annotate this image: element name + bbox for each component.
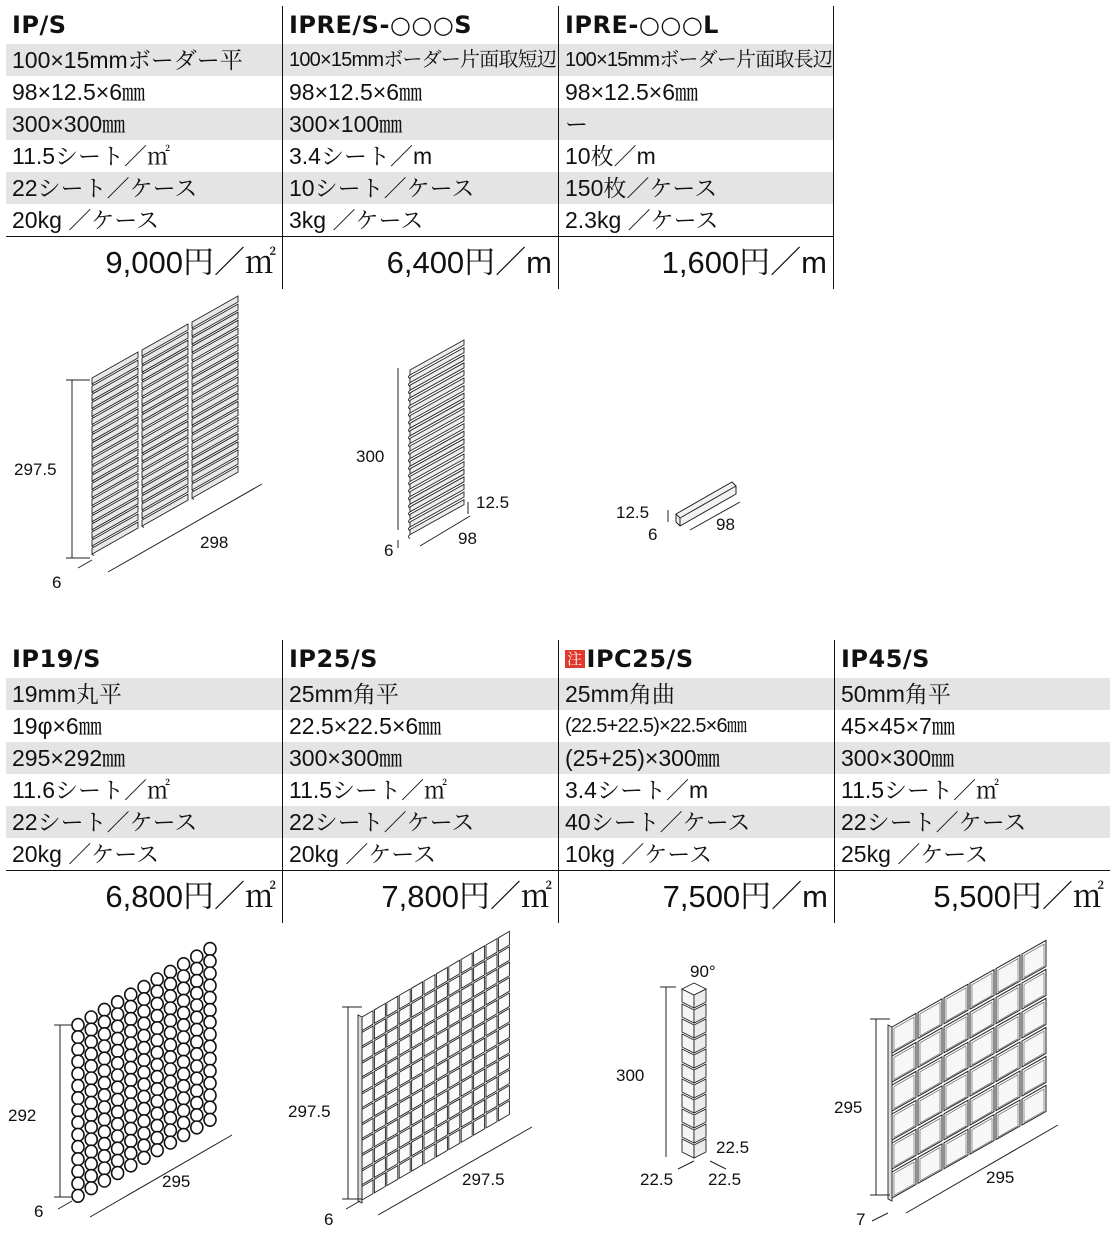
price: 1,600円／m [559,236,833,289]
dim-ip25-width: 297.5 [462,1170,505,1189]
dim-ipre-l-thickness: 6 [648,525,658,544]
top-drawings [0,290,1112,610]
dim-ip45-width: 295 [986,1168,1015,1187]
price: 7,500円／m [559,870,834,923]
spec-name: 25mm角平 [283,678,558,710]
spec-weight: 20kg ／ケース [12,207,160,233]
spec-sheet-size: (25+25)×300㎜ [559,742,834,774]
spec-per-case: 40シート／ケース [559,806,834,838]
dim-ipre-s-height: 300 [356,447,385,466]
dim-ip45-height: 295 [834,1098,863,1117]
spec-sheet-size: ー [559,108,833,140]
product-column-ip19-s [6,640,282,923]
product-column-ip25-s [282,640,558,923]
spec-sheet-size: 300×300㎜ [6,108,282,140]
spec-per-length: 10枚／m [565,143,656,169]
dim-ipc25-left: 22.5 [640,1170,674,1189]
spec-size: 22.5×22.5×6㎜ [289,713,442,739]
product-column-ipre-s [282,6,558,289]
ip45-sheet-drawing [870,940,1058,1221]
ip-s-sheet-drawing [66,296,262,572]
spec-per-case: 150枚／ケース [559,172,833,204]
product-code: IPRE-○○○L [565,11,719,39]
price: 7,800円／㎡ [283,870,558,923]
product-code: IPRE/S-○○○S [289,11,473,39]
spec-size: 98×12.5×6㎜ [289,79,423,105]
price: 5,500円／㎡ [835,870,1110,923]
dim-ip19-thickness: 6 [34,1202,44,1221]
spec-per-case: 22シート／ケース [283,806,558,838]
price: 6,800円／㎡ [6,870,282,923]
dim-ip-height: 297.5 [14,460,57,479]
spec-sheet-size: 295×292㎜ [6,742,282,774]
dim-ip19-height: 292 [8,1106,37,1125]
product-code: IP/S [12,11,67,39]
spec-per-case: 22シート／ケース [835,806,1110,838]
product-code: IP25/S [289,645,378,673]
dim-ip45-thickness: 7 [856,1210,866,1229]
product-column-ip-s [6,6,282,289]
spec-name: 100×15mmボーダー片面取短辺 [283,44,558,76]
spec-per-case: 10シート／ケース [283,172,558,204]
spec-weight: 20kg ／ケース [289,841,437,867]
spec-size: (22.5+22.5)×22.5×6㎜ [565,715,747,737]
product-column-ip45-s [834,640,1110,923]
dim-ip19-width: 295 [162,1172,191,1191]
product-code: IPC25/S [586,645,694,673]
product-code: IP45/S [841,645,930,673]
spec-name: 25mm角曲 [559,678,834,710]
spec-weight: 20kg ／ケース [12,841,160,867]
spec-size: 45×45×7㎜ [841,713,955,739]
spec-per-case: 22シート／ケース [6,172,282,204]
product-column-ipre-l [558,6,834,289]
ipre-s-sheet-drawing [398,340,470,548]
dim-ipre-l-height: 12.5 [616,503,650,522]
dim-ipre-s-width: 98 [458,529,477,548]
spec-per-area: 11.6シート／㎡ [12,777,171,803]
spec-per-area: 11.5シート／㎡ [289,777,448,803]
spec-weight: 25kg ／ケース [841,841,989,867]
spec-per-case: 22シート／ケース [6,806,282,838]
spec-weight: 3kg ／ケース [289,207,424,233]
spec-sheet-size: 300×300㎜ [283,742,558,774]
spec-sheet-size: 300×300㎜ [835,742,1110,774]
price: 6,400円／m [283,236,558,289]
dim-ip25-thickness: 6 [324,1210,334,1229]
price: 9,000円／㎡ [6,236,282,289]
note-badge: 注 [567,650,583,668]
dim-ipre-s-thickness: 6 [384,541,394,560]
spec-per-length: 3.4シート／m [565,777,709,803]
spec-name: 100×15mmボーダー片面取長辺 [559,44,833,76]
dim-ip25-height: 297.5 [288,1102,331,1121]
spec-size: 19φ×6㎜ [12,713,102,739]
dim-ipre-l-width: 98 [716,515,735,534]
dim-ipre-s-depth: 12.5 [476,493,510,512]
spec-name: 50mm角平 [835,678,1110,710]
ip19-sheet-drawing [54,943,232,1217]
dim-ipc25-depth: 22.5 [716,1138,750,1157]
dim-ip-width: 298 [200,533,229,552]
dim-ipc25-height: 300 [616,1066,645,1085]
dim-ipc25-angle: 90° [690,962,716,981]
bottom-drawings [0,925,1112,1239]
product-column-ipc25-s [558,640,834,923]
spec-name: 100×15mmボーダー平 [6,44,282,76]
spec-size: 98×12.5×6㎜ [565,79,699,105]
spec-weight: 2.3kg ／ケース [565,207,719,233]
spec-per-length: 3.4シート／m [289,143,433,169]
spec-name: 19mm丸平 [6,678,282,710]
spec-sheet-size: 300×100㎜ [283,108,558,140]
dim-ip-thickness: 6 [52,573,62,592]
spec-per-area: 11.5シート／㎡ [841,777,1000,803]
product-code-line [559,640,834,678]
dim-ipc25-right: 22.5 [708,1170,742,1189]
spec-size: 98×12.5×6㎜ [12,79,146,105]
product-code: IP19/S [12,645,101,673]
spec-per-area: 11.5シート／㎡ [12,143,171,169]
spec-weight: 10kg ／ケース [565,841,713,867]
